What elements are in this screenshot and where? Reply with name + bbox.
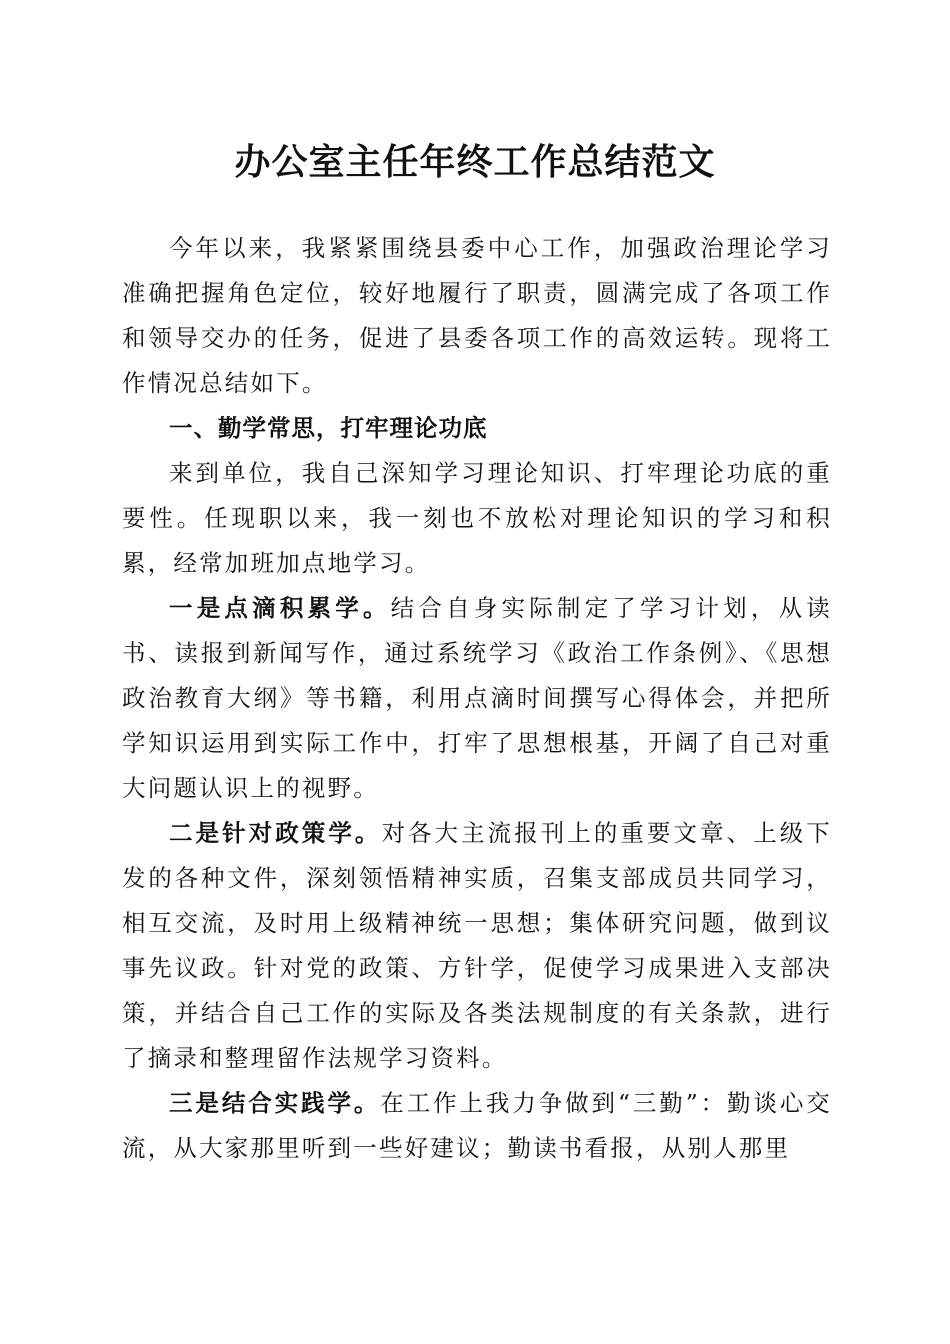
intro-paragraph: 今年以来，我紧紧围绕县委中心工作，加强政治理论学习准确把握角色定位，较好地履行了职责，圆满完成了各项工作和领导交办的任务，促进了县委各项工作的高效运转。现将工作情况总结如下。 xyxy=(122,234,832,397)
point-lead-1: 一是点滴积累学。 xyxy=(169,594,391,622)
point-lead-2: 二是针对政策学。 xyxy=(169,819,382,847)
point-lead-3: 三是结合实践学。 xyxy=(169,1089,381,1117)
point-text-1: 结合自身实际制定了学习计划，从读书、读报到新闻写作，通过系统学习《政治工作条例》、《思想政治教育大纲》等书籍，利用点滴时间撰写心得体会，并把所学知识运用到实际工作中，打牢了思想根基，开阔了自己对重大问题认识上的视野。 xyxy=(122,594,832,802)
point-text-3: 在工作上我力争做到“三勤”：勤谈心交流，从大家那里听到一些好建议；勤读书看报，从别人那里 xyxy=(122,1089,832,1162)
point-paragraph-1 xyxy=(122,586,832,811)
document-body xyxy=(122,226,832,1171)
section-paragraph: 来到单位，我自己深知学习理论知识、打牢理论功底的重要性。任现职以来，我一刻也不放松对理论知识的学习和积累，经常加班加点地学习。 xyxy=(122,459,832,577)
point-paragraph-3 xyxy=(122,1081,832,1171)
document-title: 办公室主任年终工作总结范文 xyxy=(234,141,716,183)
point-paragraph-2 xyxy=(122,811,832,1081)
point-text-2: 对各大主流报刊上的重要文章、上级下发的各种文件，深刻领悟精神实质，召集支部成员共同学习，相互交流，及时用上级精神统一思想；集体研究问题，做到议事先议政。针对党的政策、方针学，促使学习成果进入支部决策，并结合自己工作的实际及各类法规制度的有关条款，进行了摘录和整理留作法规学习资料。 xyxy=(122,819,832,1072)
section-heading: 一、勤学常思，打牢理论功底 xyxy=(169,414,488,442)
